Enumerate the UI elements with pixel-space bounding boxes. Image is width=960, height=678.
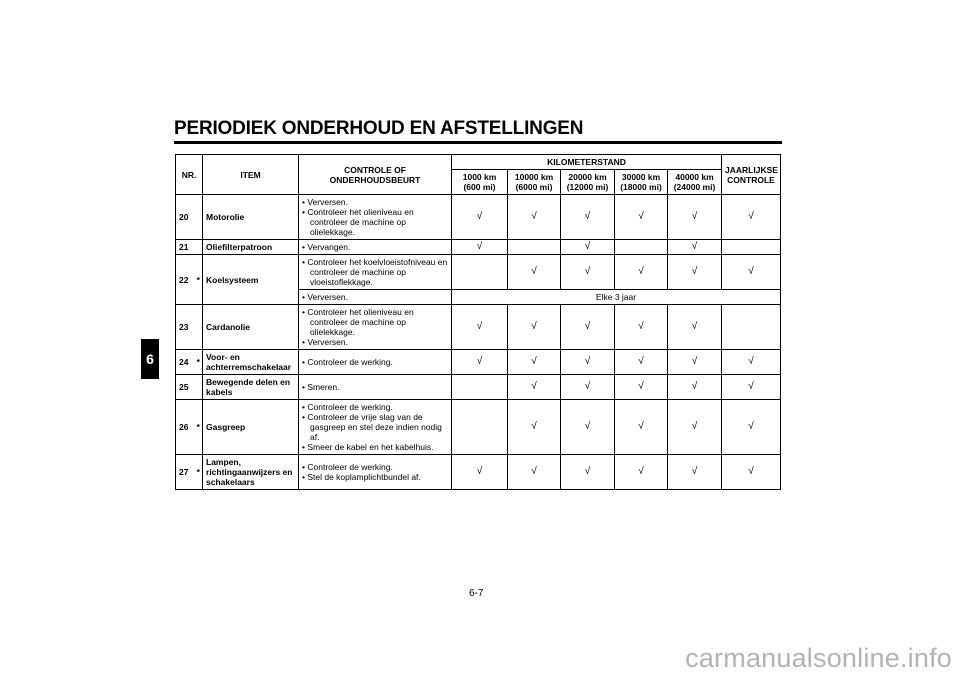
row-item: Bewegende delen en kabels [203, 375, 299, 400]
row-item: Lampen, richtingaanwijzers en schakelaars [203, 455, 299, 490]
row-actions [299, 305, 452, 350]
row-actions [299, 375, 452, 400]
check-mark: √ [668, 305, 722, 350]
header-kilometerstand: KILOMETERSTAND [452, 155, 722, 170]
action-item: • Controleer de werking. [302, 357, 448, 367]
page-title: PERIODIEK ONDERHOUD EN AFSTELLINGEN [174, 118, 584, 139]
check-mark: √ [615, 195, 668, 240]
row-number: 24 [176, 350, 195, 375]
row-item: Voor- en achterremschakelaar [203, 350, 299, 375]
empty-cell [452, 255, 508, 290]
check-mark: √ [722, 375, 781, 400]
title-rule [174, 141, 782, 144]
watermark: carmanualsonline.info [685, 643, 952, 673]
check-mark: √ [508, 400, 561, 455]
header-controle: CONTROLE OF ONDERHOUDSBEURT [299, 155, 452, 195]
action-item: • Stel de koplamplichtbundel af. [302, 472, 448, 482]
check-mark: √ [722, 255, 781, 290]
interval-km: 20000 km [568, 172, 607, 182]
check-mark: √ [452, 195, 508, 240]
row-actions [299, 290, 452, 305]
check-mark: √ [615, 305, 668, 350]
action-item: • Controleer de vrije slag van de gasgreep en stel deze indien nodig af. [302, 412, 448, 442]
check-mark: √ [508, 375, 561, 400]
table-row [176, 255, 781, 290]
check-mark: √ [668, 350, 722, 375]
row-number: 21 [176, 240, 195, 255]
action-item: • Controleer het koelvloeistofniveau en controleer de machine op vloeistoflekkage. [302, 257, 448, 287]
row-actions [299, 255, 452, 290]
action-item: • Verversen. [302, 292, 448, 302]
action-item: • Vervangen. [302, 242, 448, 252]
interval-km: 40000 km [675, 172, 714, 182]
check-mark: √ [508, 305, 561, 350]
row-star [195, 375, 203, 400]
check-mark: √ [452, 350, 508, 375]
row-number: 27 [176, 455, 195, 490]
header-interval [508, 170, 561, 195]
action-item: • Controleer de werking. [302, 402, 448, 412]
row-star: * [195, 455, 203, 490]
row-number: 25 [176, 375, 195, 400]
check-mark: √ [561, 240, 615, 255]
empty-cell [452, 375, 508, 400]
empty-cell [508, 240, 561, 255]
row-star: * [195, 255, 203, 305]
page-number: 6-7 [469, 588, 484, 599]
check-mark: √ [452, 305, 508, 350]
row-star: * [195, 350, 203, 375]
check-mark: √ [722, 350, 781, 375]
row-number: 22 [176, 255, 195, 305]
header-jaarlijkse: JAARLIJKSE CONTROLE [722, 155, 781, 195]
row-item: Motorolie [203, 195, 299, 240]
check-mark: √ [668, 455, 722, 490]
check-mark: √ [561, 400, 615, 455]
header-nr: NR. [176, 155, 203, 195]
header-interval [615, 170, 668, 195]
row-star: * [195, 400, 203, 455]
row-item: Oliefilterpatroon [203, 240, 299, 255]
row-item: Koelsysteem [203, 255, 299, 305]
span-note: Elke 3 jaar [452, 290, 781, 305]
check-mark: √ [561, 375, 615, 400]
action-item: • Verversen. [302, 197, 448, 207]
table-row [176, 375, 781, 400]
check-mark: √ [561, 350, 615, 375]
interval-km: 30000 km [621, 172, 661, 182]
header-interval [561, 170, 615, 195]
action-item: • Smeren. [302, 382, 448, 392]
row-actions [299, 455, 452, 490]
maintenance-table [175, 154, 781, 490]
check-mark: √ [508, 255, 561, 290]
check-mark: √ [561, 255, 615, 290]
row-actions [299, 400, 452, 455]
check-mark: √ [452, 455, 508, 490]
table-body [176, 195, 781, 490]
row-number: 23 [176, 305, 195, 350]
action-item: • Verversen. [302, 337, 448, 347]
check-mark: √ [722, 455, 781, 490]
row-star [195, 195, 203, 240]
action-item: • Controleer het olieniveau en controleer de machine op olielekkage. [302, 207, 448, 237]
action-item: • Smeer de kabel en het kabelhuis. [302, 442, 448, 452]
empty-cell [452, 400, 508, 455]
interval-mi: (18000 mi) [620, 182, 662, 192]
check-mark: √ [615, 350, 668, 375]
action-item: • Controleer de werking. [302, 462, 448, 472]
check-mark: √ [668, 400, 722, 455]
header-interval [668, 170, 722, 195]
check-mark: √ [668, 240, 722, 255]
row-star [195, 305, 203, 350]
row-actions [299, 350, 452, 375]
check-mark: √ [561, 305, 615, 350]
check-mark: √ [722, 195, 781, 240]
check-mark: √ [668, 195, 722, 240]
check-mark: √ [668, 255, 722, 290]
empty-cell [615, 240, 668, 255]
interval-km: 1000 km [462, 172, 497, 182]
check-mark: √ [615, 400, 668, 455]
row-number: 20 [176, 195, 195, 240]
interval-km: 10000 km [514, 172, 554, 182]
check-mark: √ [561, 195, 615, 240]
row-actions [299, 240, 452, 255]
check-mark: √ [668, 375, 722, 400]
check-mark: √ [508, 195, 561, 240]
check-mark: √ [615, 255, 668, 290]
table-row [176, 240, 781, 255]
table-header [176, 155, 781, 195]
header-item: ITEM [203, 155, 299, 195]
check-mark: √ [722, 400, 781, 455]
table-row [176, 350, 781, 375]
row-number: 26 [176, 400, 195, 455]
interval-mi: (24000 mi) [673, 182, 716, 192]
interval-mi: (12000 mi) [566, 182, 609, 192]
interval-mi: (600 mi) [463, 182, 496, 192]
header-row-top [176, 155, 781, 170]
row-item: Gasgreep [203, 400, 299, 455]
row-star [195, 240, 203, 255]
check-mark: √ [508, 350, 561, 375]
check-mark: √ [561, 455, 615, 490]
check-mark: √ [615, 375, 668, 400]
check-mark: √ [508, 455, 561, 490]
table-row [176, 455, 781, 490]
check-mark: √ [615, 455, 668, 490]
interval-mi: (6000 mi) [515, 182, 553, 192]
chapter-tab: 6 [141, 339, 159, 379]
table-row [176, 305, 781, 350]
empty-cell [722, 305, 781, 350]
table-row [176, 400, 781, 455]
check-mark: √ [452, 240, 508, 255]
empty-cell [722, 240, 781, 255]
row-item: Cardanolie [203, 305, 299, 350]
table-row [176, 195, 781, 240]
row-actions [299, 195, 452, 240]
header-interval [452, 170, 508, 195]
action-item: • Controleer het olieniveau en controleer de machine op olielekkage. [302, 307, 448, 337]
